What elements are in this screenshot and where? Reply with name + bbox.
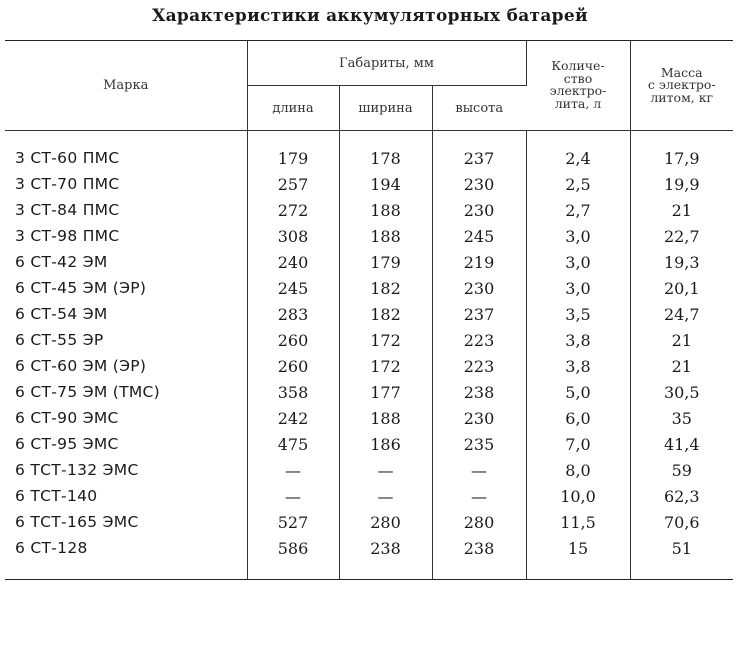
table-body [5,131,733,580]
cell-shirina: 177 [339,379,432,405]
cell-marka: 6 СТ-60 ЭМ (ЭР) [5,353,247,379]
cell-shirina: 186 [339,431,432,457]
cell-vysota: 280 [432,509,526,535]
table-row [5,431,733,457]
cell-massa: 30,5 [663,382,700,402]
cell-elektrolit: 3,8 [526,353,630,379]
table-row [5,483,733,509]
cell-shirina: 178 [339,131,432,172]
cell-dlina: 242 [247,405,339,431]
cell-dlina: 257 [247,171,339,197]
cell-dlina: — [247,483,339,509]
cell-dlina: 179 [247,131,339,172]
cell-shirina: 172 [339,353,432,379]
cell-dlina: 586 [247,535,339,580]
table-row [5,327,733,353]
cell-elektrolit: 2,5 [526,171,630,197]
cell-vysota: 235 [432,431,526,457]
table-row [5,405,733,431]
header-elektrolit-line2: ство [563,70,593,86]
cell-elektrolit: 2,7 [526,197,630,223]
cell-shirina: 188 [339,197,432,223]
cell-massa: 21 [671,330,692,350]
table-row [5,353,733,379]
cell-vysota: 238 [432,379,526,405]
header-massa [630,41,733,131]
table-row [5,509,733,535]
cell-vysota: 223 [432,353,526,379]
cell-shirina: 280 [339,509,432,535]
cell-elektrolit: 10,0 [526,483,630,509]
table-row [5,379,733,405]
cell-vysota: 219 [432,249,526,275]
cell-elektrolit: 7,0 [526,431,630,457]
table-row [5,171,733,197]
cell-dlina: 527 [247,509,339,535]
header-elektrolit-line3: электро- [549,83,607,99]
header-marka [5,41,247,131]
cell-vysota: 237 [432,301,526,327]
cell-elektrolit: 3,5 [526,301,630,327]
cell-dlina: 260 [247,327,339,353]
cell-marka: 6 СТ-75 ЭМ (ТМС) [5,379,247,405]
header-dlina: длина [247,86,339,131]
cell-marka: 3 СТ-60 ПМС [5,131,247,172]
table-row [5,275,733,301]
cell-marka: 6 СТ-128 [5,535,247,580]
cell-massa: 70,6 [663,512,700,532]
cell-elektrolit: 8,0 [526,457,630,483]
table-row [5,131,733,172]
cell-shirina: 238 [339,535,432,580]
cell-dlina: 245 [247,275,339,301]
cell-marka: 6 СТ-55 ЭР [5,327,247,353]
header-elektrolit [526,41,630,131]
table-row [5,223,733,249]
cell-dlina: 283 [247,301,339,327]
cell-marka: 6 ТСТ-140 [5,483,247,509]
cell-shirina: — [339,483,432,509]
cell-vysota: 237 [432,131,526,172]
cell-elektrolit: 3,8 [526,327,630,353]
cell-shirina: 182 [339,301,432,327]
cell-vysota: — [432,483,526,509]
cell-massa: 22,7 [663,226,700,246]
cell-vysota: 230 [432,197,526,223]
cell-marka: 6 СТ-54 ЭМ [5,301,247,327]
cell-massa: 62,3 [663,486,700,506]
cell-shirina: 179 [339,249,432,275]
table-row [5,301,733,327]
cell-elektrolit: 3,0 [526,249,630,275]
table-row [5,535,733,580]
cell-massa: 35 [671,408,692,428]
cell-shirina: 182 [339,275,432,301]
header-massa-line1: Масса [660,64,703,80]
cell-marka: 3 СТ-70 ПМС [5,171,247,197]
cell-dlina: 475 [247,431,339,457]
header-vysota: высота [432,86,526,131]
cell-shirina: 188 [339,223,432,249]
battery-table [5,40,733,580]
header-gabarity [247,41,526,86]
header-elektrolit-line4: лита, л [554,95,602,111]
table-row [5,249,733,275]
cell-dlina: 308 [247,223,339,249]
cell-vysota: 230 [432,405,526,431]
cell-dlina: 272 [247,197,339,223]
cell-massa: 51 [671,538,692,558]
header-massa-line3: литом, кг [650,89,714,105]
header-elektrolit-line1: Количе- [551,58,605,74]
cell-marka: 6 ТСТ-165 ЭМС [5,509,247,535]
cell-massa: 24,7 [663,304,700,324]
cell-marka: 6 СТ-90 ЭМС [5,405,247,431]
header-gabarity-label: Габариты, мм [339,55,434,71]
cell-shirina: 194 [339,171,432,197]
cell-elektrolit: 5,0 [526,379,630,405]
cell-massa: 20,1 [663,278,700,298]
cell-elektrolit: 3,0 [526,223,630,249]
cell-elektrolit: 11,5 [526,509,630,535]
header-massa-line2: с электро- [647,77,716,92]
table-row [5,197,733,223]
cell-vysota: 230 [432,275,526,301]
cell-massa: 21 [671,356,692,376]
cell-massa: 19,3 [663,252,700,272]
cell-dlina: 358 [247,379,339,405]
cell-massa: 21 [671,200,692,220]
cell-massa: 59 [671,460,692,480]
cell-shirina: — [339,457,432,483]
cell-vysota: 230 [432,171,526,197]
cell-dlina: 240 [247,249,339,275]
cell-elektrolit: 2,4 [526,131,630,172]
cell-marka: 6 СТ-45 ЭМ (ЭР) [5,275,247,301]
cell-marka: 6 СТ-95 ЭМС [5,431,247,457]
cell-marka: 6 СТ-42 ЭМ [5,249,247,275]
cell-vysota: 245 [432,223,526,249]
cell-shirina: 188 [339,405,432,431]
cell-elektrolit: 3,0 [526,275,630,301]
cell-vysota: 238 [432,535,526,580]
cell-marka: 6 ТСТ-132 ЭМС [5,457,247,483]
cell-vysota: 223 [432,327,526,353]
cell-massa: 19,9 [663,174,700,194]
table-row [5,457,733,483]
header-shirina: ширина [339,86,432,131]
cell-elektrolit: 15 [526,535,630,580]
cell-dlina: 260 [247,353,339,379]
header-marka-label: Марка [103,78,149,93]
table-title: Характеристики аккумуляторных батарей [152,6,588,26]
cell-shirina: 172 [339,327,432,353]
cell-marka: 3 СТ-84 ПМС [5,197,247,223]
cell-massa: 17,9 [663,148,700,168]
cell-vysota: — [432,457,526,483]
cell-massa: 41,4 [663,434,700,454]
cell-elektrolit: 6,0 [526,405,630,431]
cell-dlina: — [247,457,339,483]
cell-marka: 3 СТ-98 ПМС [5,223,247,249]
